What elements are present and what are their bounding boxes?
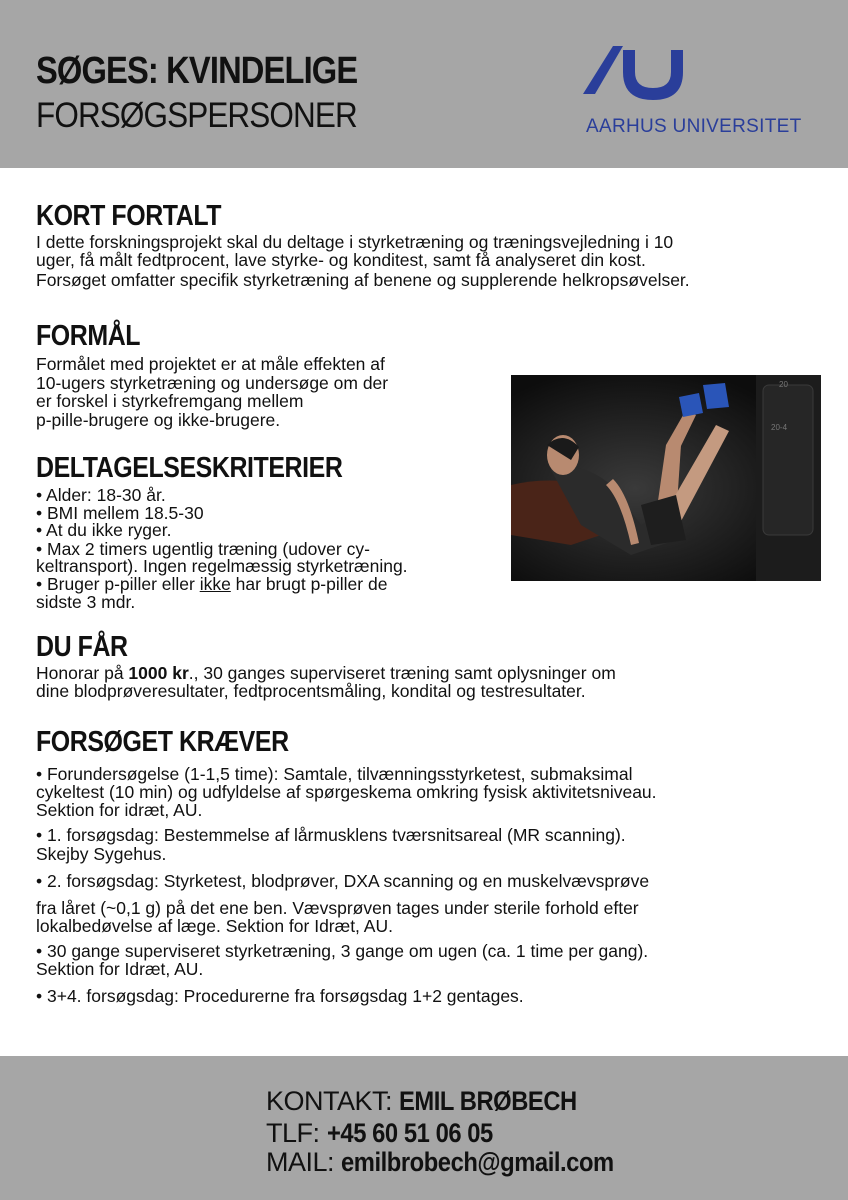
- plate-label-1: 20: [779, 380, 788, 389]
- heading-formaal: FORMÅL: [36, 320, 141, 352]
- title-main: SØGES: KVINDELIGE: [36, 50, 358, 92]
- woman-leg-press-photo: [511, 375, 821, 581]
- kraever-line-11: • 3+4. forsøgsdag: Procedurerne fra forsøgsdag 1+2 gentages.: [36, 986, 524, 1006]
- formaal-line-2: 10-ugers styrketræning og undersøge om der: [36, 373, 389, 393]
- dufaar-line-2: dine blodprøveresultater, fedtprocentsmåling, kondital og testresultater.: [36, 681, 586, 701]
- formaal-line-1: Formålet med projektet er at måle effekten af: [36, 354, 385, 374]
- dufaar-post: ., 30 ganges superviseret træning samt oplysninger om: [188, 663, 616, 683]
- kriterie-ryger: • At du ikke ryger.: [36, 520, 172, 540]
- heading-kriterier: DELTAGELSESKRITERIER: [36, 452, 343, 484]
- kort-line-2: uger, få målt fedtprocent, lave styrke- og konditest, samt få analyseret din kost.: [36, 250, 646, 270]
- kort-line-3: Forsøget omfatter specifik styrketræning af benene og supplerende helkropsøvelser.: [36, 270, 690, 290]
- phone-label: TLF:: [266, 1118, 327, 1148]
- kraever-line-9: • 30 gange superviseret styrketræning, 3 gange om ugen (ca. 1 time per gang).: [36, 941, 649, 961]
- phone-line: [266, 1120, 515, 1147]
- mail-label: MAIL:: [266, 1147, 342, 1177]
- kriterie-ppiller-pre: • Bruger p-piller eller: [36, 574, 200, 594]
- dufaar-pre: Honorar på: [36, 663, 129, 683]
- contact-line: [266, 1088, 601, 1115]
- kriterie-ppiller-ikke: ikke: [199, 574, 231, 594]
- kriterie-bmi: • BMI mellem 18.5-30: [36, 503, 204, 523]
- footer-band: [0, 1056, 848, 1200]
- kriterie-ppiller-1: [36, 576, 387, 593]
- kraever-line-8: lokalbedøvelse af læge. Sektion for Idræt, AU.: [36, 916, 393, 936]
- kraever-line-5: Skejby Sygehus.: [36, 844, 167, 864]
- logo-text: AARHUS UNIVERSITET: [586, 116, 802, 137]
- formaal-line-3: er forskel i styrkefremgang mellem: [36, 391, 304, 411]
- dufaar-amount: 1000 kr: [128, 663, 189, 683]
- kriterie-ppiller-post: har brugt p-piller de: [230, 574, 388, 594]
- heading-kort-fortalt: KORT FORTALT: [36, 200, 222, 232]
- contact-name: EMIL BRØBECH: [399, 1086, 577, 1116]
- mail-address[interactable]: emilbrobech@gmail.com: [341, 1147, 614, 1177]
- kraever-line-6: • 2. forsøgsdag: Styrketest, blodprøver, DXA scanning og en muskelvævsprøve: [36, 871, 650, 891]
- kraever-line-2: cykeltest (10 min) og udfyldelse af spørgeskema omkring fysisk aktivitetsniveau.: [36, 782, 657, 802]
- kraever-line-1: • Forundersøgelse (1-1,5 time): Samtale, tilvænningsstyrketest, submaksimal: [36, 764, 633, 784]
- kriterie-ppiller-2: sidste 3 mdr.: [36, 592, 136, 612]
- contact-label: KONTAKT:: [266, 1086, 400, 1116]
- mail-line: [266, 1149, 651, 1176]
- plate-label-2: 20-4: [771, 423, 788, 432]
- kriterie-traening-2: keltransport). Ingen regelmæssig styrketræning.: [36, 556, 408, 576]
- header-band: [0, 0, 848, 168]
- title-sub: FORSØGSPERSONER: [36, 96, 357, 135]
- heading-du-faar: DU FÅR: [36, 631, 128, 663]
- kriterie-alder: • Alder: 18-30 år.: [36, 485, 166, 505]
- formaal-line-4: p-pille-brugere og ikke-brugere.: [36, 410, 281, 430]
- kraever-line-7: fra låret (~0,1 g) på det ene ben. Vævsprøven tages under sterile forhold efter: [36, 898, 639, 918]
- kort-line-1: I dette forskningsprojekt skal du deltage i styrketræning og træningsvejledning i 10: [36, 232, 674, 252]
- dufaar-line-1: [36, 665, 616, 682]
- phone-number[interactable]: +45 60 51 06 05: [326, 1118, 493, 1148]
- au-logo-icon: [583, 42, 693, 102]
- kraever-line-3: Sektion for idræt, AU.: [36, 800, 203, 820]
- heading-kraever: FORSØGET KRÆVER: [36, 726, 289, 758]
- kriterie-traening-1: • Max 2 timers ugentlig træning (udover cy-: [36, 539, 370, 559]
- kraever-line-4: • 1. forsøgsdag: Bestemmelse af lårmusklens tværsnitsareal (MR scanning).: [36, 825, 626, 845]
- kraever-line-10: Sektion for Idræt, AU.: [36, 959, 204, 979]
